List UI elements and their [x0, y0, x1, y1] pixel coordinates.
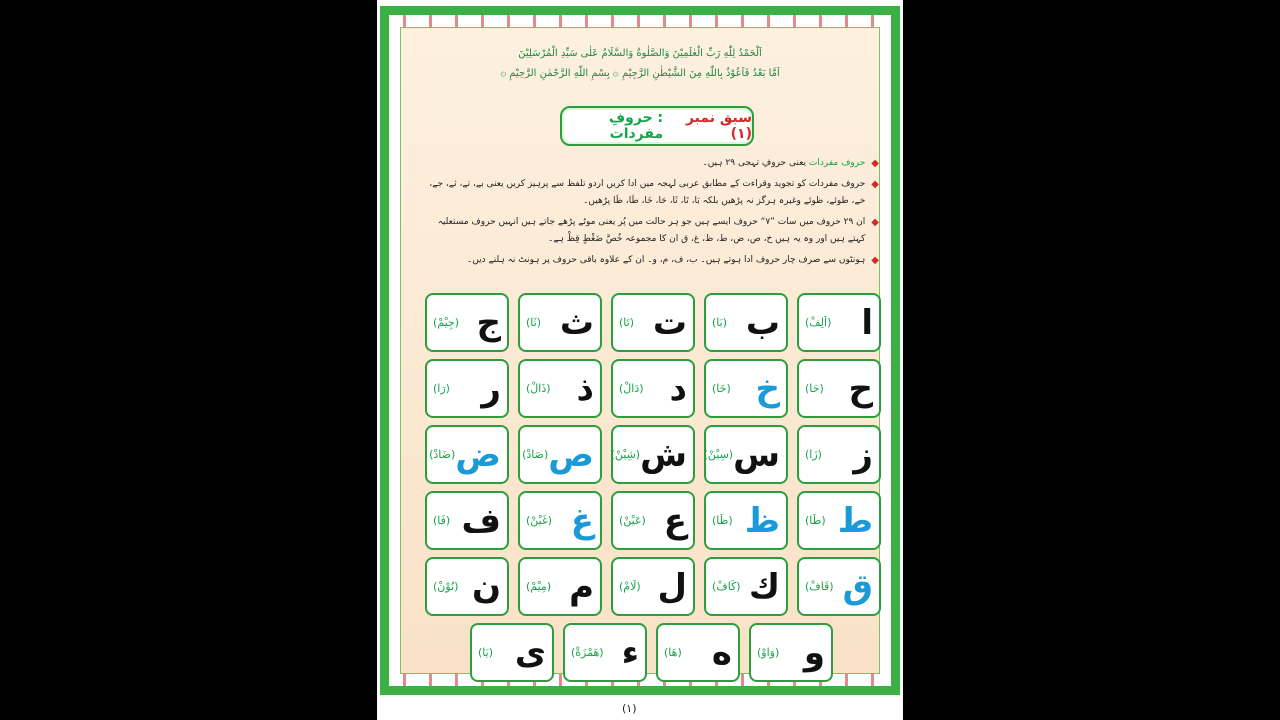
letter-glyph: ى: [514, 632, 546, 673]
letter-card: [797, 491, 881, 550]
letter-name: (لَامْ): [619, 580, 641, 593]
letter-glyph: ض: [455, 434, 501, 475]
bullet-icon: ◆: [871, 179, 879, 190]
letter-name: (ظَا): [712, 514, 733, 527]
letter-name: (كَافْ): [712, 580, 741, 593]
lesson-page: [377, 0, 903, 720]
letter-name: (ضَادْ): [429, 448, 456, 461]
letter-glyph: و: [803, 632, 825, 673]
page-content: [400, 27, 880, 674]
letter-name: (يَا): [478, 646, 493, 659]
letter-glyph: ظ: [744, 500, 780, 541]
letter-name: (مِيْمْ): [526, 580, 552, 593]
letter-glyph: ص: [548, 434, 594, 475]
letter-glyph: ر: [481, 368, 501, 409]
letter-name: (طَا): [805, 514, 826, 527]
letter-name: (رَا): [433, 382, 450, 395]
rules-list: [427, 155, 879, 273]
letter-glyph: ز: [853, 434, 873, 475]
letter-name: (عَيْنْ): [619, 514, 646, 527]
letter-glyph: ب: [745, 302, 780, 343]
letter-card: [704, 557, 788, 616]
letter-name: (دَالْ): [619, 382, 644, 395]
letter-card: [518, 491, 602, 550]
letter-glyph: ج: [476, 302, 501, 343]
letter-card: [425, 293, 509, 352]
letter-card: [611, 359, 695, 418]
letter-glyph: ن: [471, 566, 501, 607]
letter-glyph: ذ: [576, 368, 594, 409]
letter-glyph: خ: [755, 368, 780, 409]
letter-name: (اَلِفْ): [805, 316, 832, 329]
letter-name: (نُوْنْ): [433, 580, 459, 593]
letter-name: (زَا): [805, 448, 822, 461]
letter-card: [611, 425, 695, 484]
letter-name: (تَا): [619, 316, 634, 329]
letter-name: (وَاوْ): [757, 646, 780, 659]
letter-card: [611, 293, 695, 352]
letter-card: [518, 359, 602, 418]
letter-glyph: ق: [842, 566, 873, 607]
letter-card: [611, 557, 695, 616]
letter-glyph: ف: [461, 500, 501, 541]
lesson-title: [560, 106, 754, 146]
letter-name: (صَادْ): [522, 448, 549, 461]
letter-card: [425, 557, 509, 616]
letter-card: [425, 491, 509, 550]
letter-name: (حَا): [805, 382, 824, 395]
letter-glyph: ث: [559, 302, 594, 343]
letter-glyph: ء: [621, 632, 639, 673]
letter-card: [611, 491, 695, 550]
letter-name: (سِيْنْ): [703, 448, 734, 461]
letter-name: (فَا): [433, 514, 451, 527]
letter-card: [704, 425, 788, 484]
letter-card: [518, 293, 602, 352]
letter-glyph: ح: [848, 368, 873, 409]
letter-card: [656, 623, 740, 682]
rule-text: حروف مفردات کو تجوید وقراءت کے مطابق عربی لہجہ میں ادا کریں اردو تلفظ سے پرہیز کریں یعنی بے، تے، ثے، جے، خے، طوئے، ظوئے وغیرہ ہرگز نہ پڑھیں بلکہ بَا، تَا، ثَا، حَا، خَا، طَا، ظَا پڑھیں۔: [429, 179, 866, 206]
rule-lead: حروف مفردات: [808, 158, 866, 168]
letter-name: (بَا): [712, 316, 727, 329]
letter-card: [797, 293, 881, 352]
bullet-icon: ◆: [871, 255, 879, 266]
letter-name: (هَمْزَةْ): [571, 646, 604, 659]
letter-name: (ذَالْ): [526, 382, 551, 395]
lesson-topic: : حروفِ مفردات: [608, 110, 664, 142]
letter-glyph: ت: [652, 302, 687, 343]
letter-card: [797, 359, 881, 418]
letter-card: [797, 557, 881, 616]
letter-card: [704, 491, 788, 550]
header-line-1: اَلْحَمْدُ لِلّٰهِ رَبِّ الْعٰلَمِيْنَ وَالصَّلٰوةُ وَالسَّلَامُ عَلٰى سَيِّدِ الْمُرْسَلِيْنَ: [518, 48, 762, 59]
rule-item: [427, 176, 879, 210]
letter-name: (غَيْنْ): [526, 514, 553, 527]
bullet-icon: ◆: [871, 217, 879, 228]
letter-card: [704, 293, 788, 352]
rule-text: ہونٹوں سے صرف چار حروف ادا ہوتے ہیں۔ ب، ف، م، و۔ ان کے علاوہ باقی حروف پر ہونٹ نہ ہلنے دیں۔: [466, 255, 866, 265]
bullet-icon: ◆: [871, 158, 879, 169]
letter-glyph: ه: [711, 632, 732, 673]
letter-name: (هَا): [664, 646, 682, 659]
rule-text: ان ۲۹ حروف میں سات ”۷“ حروف ایسے ہیں جو ہر حالت میں پُر یعنی موٹے پڑھے جاتے ہیں انہیں حروف مستعلیہ کہتے ہیں اور وہ یہ ہیں خ، ص، ض، ط، ظ، غ، ق ان کا مجموعہ خُصَّ ضَغْطٍ قِظْ ہے۔: [437, 217, 866, 244]
letter-card: [704, 359, 788, 418]
header-line-2: اَمَّا بَعْدُ فَاَعُوْذُ بِاللّٰهِ مِنَ الشَّيْطٰنِ الرَّجِيْمِ ۞ بِسْمِ اللّٰهِ الرَّحْمٰنِ الرَّحِيْمِ ۞: [500, 68, 780, 79]
letter-glyph: ك: [748, 566, 780, 607]
letter-name: (ثَا): [526, 316, 541, 329]
letter-glyph: ا: [861, 302, 873, 343]
letter-glyph: ع: [663, 500, 687, 541]
letter-name: (جِيْمْ): [433, 316, 460, 329]
letter-glyph: د: [669, 368, 687, 409]
letter-glyph: ل: [657, 566, 687, 607]
letter-card: [797, 425, 881, 484]
letter-card: [749, 623, 833, 682]
letter-glyph: ط: [837, 500, 873, 541]
rule-text: یعنی حروفِ تہجی ۲۹ ہیں۔: [702, 158, 809, 168]
letter-card: [563, 623, 647, 682]
letter-card: [425, 425, 509, 484]
letter-name: (قَافْ): [805, 580, 834, 593]
letter-name: (شِيْنْ): [610, 448, 641, 461]
page-number: (۱): [622, 702, 637, 715]
letter-glyph: ش: [640, 434, 687, 475]
letter-glyph: م: [569, 566, 594, 607]
decorative-border: [380, 6, 900, 695]
letter-card: [425, 359, 509, 418]
lesson-number: سبق نمبر (۱): [685, 110, 752, 142]
rule-item: [427, 155, 879, 172]
letter-glyph: س: [733, 434, 780, 475]
rule-item: [427, 252, 879, 269]
letter-glyph: غ: [570, 500, 594, 541]
letter-card: [470, 623, 554, 682]
letter-name: (خَا): [712, 382, 731, 395]
letter-card: [518, 557, 602, 616]
letter-card: [518, 425, 602, 484]
rule-item: [427, 214, 879, 248]
